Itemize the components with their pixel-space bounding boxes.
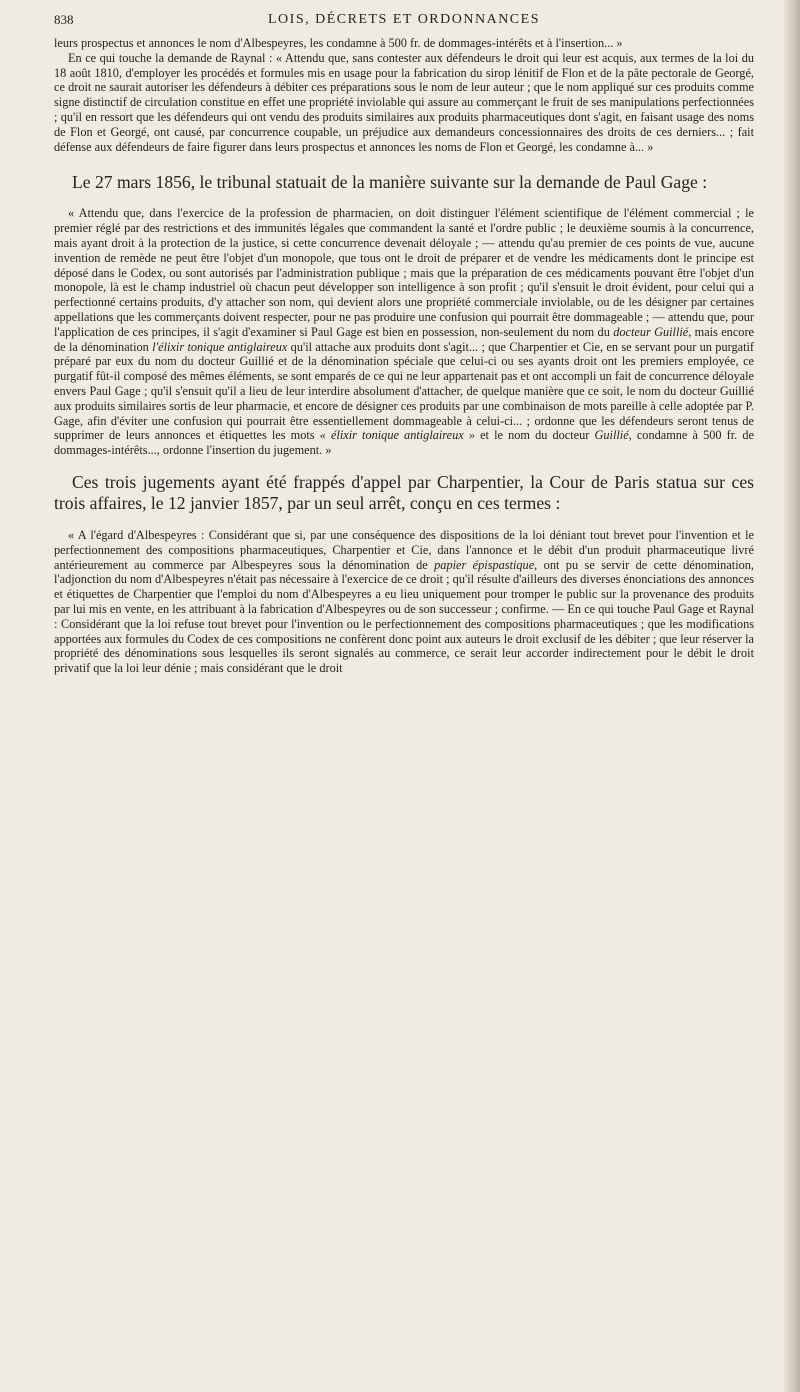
italic-term: l'élixir tonique antiglaireux bbox=[152, 339, 288, 354]
page-number: 838 bbox=[54, 12, 74, 27]
text-run: , ont pu se servir de cette dénomination, l'adjonction du nom d'Albespeyres n'était pas nécessaire à l'exercice de ce droit ; qu'il résulte d'ailleurs des diverses énonciations des annonces et étiquettes de Charpentier que l'emploi du nom d'Albespeyres a eu lieu uniquement pour tromper le public sur la provenance des produits par lui mis en vente, en les attribuant à la fabrication d'Albespeyres ou de son successeur ; confirme. — En ce qui touche Paul Gage et Raynal : Considérant que la loi refuse tout brevet pour l'invention ou le perfectionnement des compositions pharmaceutiques ; que les modifications apportées aux formules du Codex de ces compositions ne confèrent donc point aux auteurs le droit exclusif de les débiter ; que leur réserver la propriété des dénominations sous lesquelles ils seront signalés au commerce, ce serait leur accorder indirectement pour le débit le droit privatif que la loi leur dénie ; mais considérant que le droit bbox=[54, 557, 754, 676]
paragraph-appeal-intro: Ces trois jugements ayant été frappés d'appel par Charpentier, la Cour de Paris statua sur ces trois affaires, le 12 janvier 1857, par un seul arrêt, conçu en ces termes : bbox=[54, 471, 754, 513]
italic-term: « élixir tonique antiglaireux » bbox=[319, 428, 475, 443]
text-run: , mais encore de la dénomination bbox=[54, 324, 754, 354]
paragraph-raynal-demand: En ce qui touche la demande de Raynal : « Attendu que, sans contester aux défendeurs le droit qui leur est acquis, aux termes de la loi du 18 août 1810, d'employer les procédés et formules mis en usage pour la fabrication du sirop lénitif de Flon et de la pâte pectorale de Georgé, ce droit ne saurait autoriser les défendeurs à débiter ces préparations sous le nom de leur auteur ; que le nom appliqué sur ces produits comme signe distinctif de circulation constitue en effet une propriété inviolable qui assure au commerçant le fruit de ses manipulations perfectionnées ; qu'il en ressort que les défendeurs qui ont vendu des produits similaires aux produits pharmaceutiques dont s'agit, en faisant usage des noms de Flon et Georgé, ont causé, par concurrence coupable, un préjudice aux demandeurs concessionnaires des droits de ces derniers... ; fait défense aux défendeurs de faire figurer dans leurs prospectus et annonces les noms de Flon et Georgé, les condamne à... » bbox=[54, 50, 754, 154]
text-run: qu'il attache aux produits dont s'agit... ; que Charpentier et Cie, en se servant pour un purgatif préparé par eux du nom du docteur Guillié et de la dénomination spéciale que celui-ci ou ses ayants droit ont les premiers employée, ce purgatif fût-il composé des mêmes éléments, se sont emparés de ce qui ne leur appartenait pas et ont accompli un fait de concurrence déloyale envers Paul Gage ; qu'il s'ensuit qu'il a lieu de leur interdire absolument d'attacher, de quelque manière que ce soit, le nom du docteur Guillié aux produits similaires sortis de leur pharmacie, et encore de désigner ces produits par une combinaison de mots pareille à celle adoptée par P. Gage, afin d'éviter une confusion qui pourrait être essentiellement dommageable à celui-ci... ; ordonne que les défendeurs seront tenus de supprimer de leurs annonces et étiquettes les mots bbox=[54, 339, 754, 443]
text-run: « Attendu que, dans l'exercice de la profession de pharmacien, on doit distinguer l'élément scientifique de l'élément commercial ; le premier réglé par des restrictions et des immunités légales que commandent la santé et l'ordre public ; le deuxième soumis à la concurrence, mais ayant droit à la protection de la justice, si cette concurrence devenait déloyale ; — attendu qu'au premier de ces points de vue, aucune invention de remède ne peut être l'objet d'un monopole, que tous ont le droit de préparer et de vendre les médicaments dont le principe est déposé dans le Codex, ou sont autorisés par l'administration publique ; mais que la préparation de ces médicaments pouvant être l'objet d'un monopole, là est le champ industriel où chacun peut développer son intelligence à son profit ; qu'il s'ensuit le droit évident, pour celui qui a perfectionné certains produits, d'y attacher son nom, qui devient alors une propriété commerciale inviolable, ou de les désigner par certaines appellations que les commerçants doivent respecter, pour ne pas produire une confusion qui pourrait être dommageable ; — attendu que, pour l'application de ces principes, il s'agit d'examiner si Paul Gage est bien en possession, non-seulement du nom du bbox=[54, 206, 754, 339]
paragraph-tribunal-intro: Le 27 mars 1856, le tribunal statuait de la manière suivante sur la demande de Paul Gage : bbox=[72, 172, 708, 193]
paragraph-gage-judgment bbox=[54, 206, 754, 458]
paragraph-albespeyres-judgment-end: leurs prospectus et annonces le nom d'Albespeyres, les condamne à 500 fr. de dommages-intérêts et à l'insertion... » bbox=[54, 36, 623, 50]
text-run: « A l'égard d'Albespeyres : Considérant que si, par une conséquence des dispositions de la loi déniant tout brevet pour l'invention et le perfectionnement des compositions pharmaceutiques, Charpentier et Cie, dans l'annonce et le débit d'un produit pharmaceutique livré antérieurement au commerce par Albespeyres sous la dénomination de bbox=[54, 527, 754, 572]
page-edge-shadow bbox=[784, 0, 800, 1392]
italic-term: Guillié bbox=[594, 428, 629, 443]
text-run: et le nom du docteur bbox=[474, 428, 595, 443]
running-head: LOIS, DÉCRETS ET ORDONNANCES bbox=[268, 12, 540, 27]
italic-term: docteur Guillié bbox=[613, 324, 689, 339]
paragraph-court-decision bbox=[54, 528, 754, 676]
italic-term: papier épispastique bbox=[434, 557, 535, 572]
text-run: , condamne à 500 fr. de dommages-intérêts..., ordonne l'insertion du jugement. » bbox=[54, 428, 754, 458]
section-spacer bbox=[54, 514, 754, 528]
page-header bbox=[54, 10, 754, 32]
